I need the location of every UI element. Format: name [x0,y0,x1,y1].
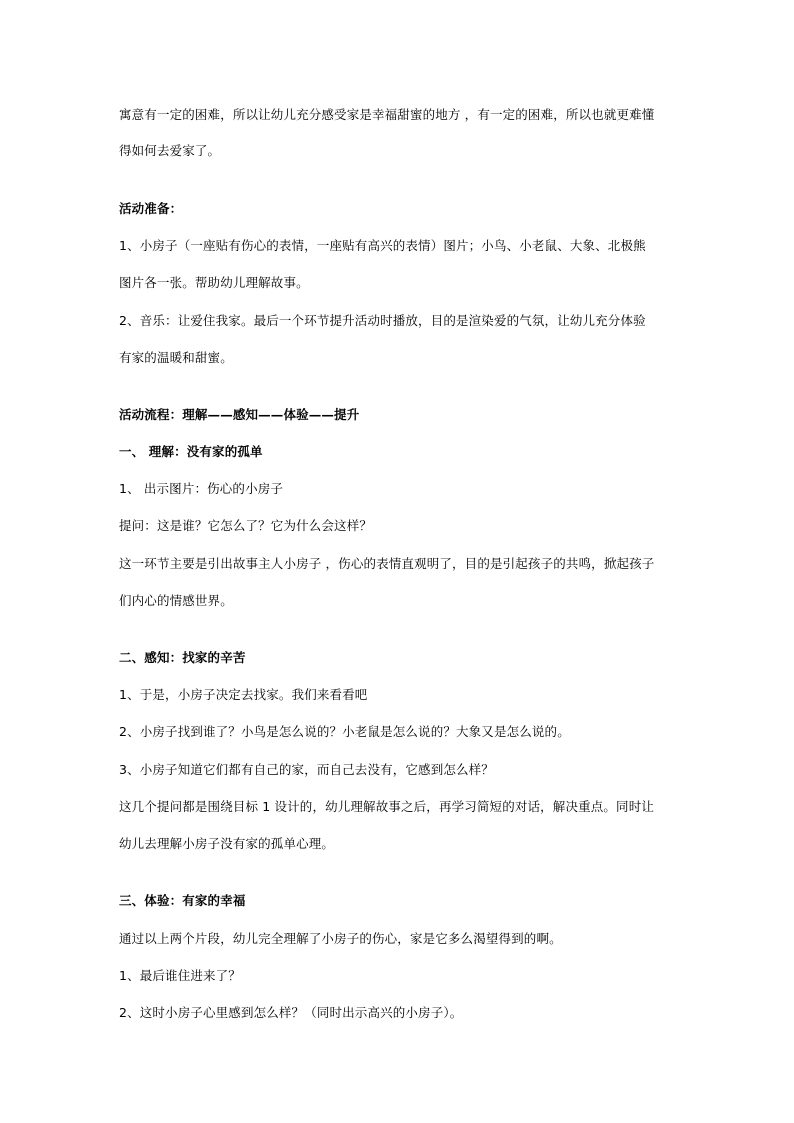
list-item: 3、小房子知道它们都有自己的家，而自己去没有，它感到怎么样？ [119,762,494,777]
subsection-heading-experience: 三、体验：有家的幸福 [119,893,246,908]
list-item: 1、小房子（一座贴有伤心的表情，一座贴有高兴的表情）图片；小鸟、小老鼠、大象、北极熊 [119,238,646,253]
section-heading-process: 活动流程：理解——感知——体验——提升 [119,407,360,422]
list-item: 2、这时小房子心里感到怎么样？（同时出示高兴的小房子）。 [119,1005,463,1020]
subsection-heading-perceive: 二、感知：找家的辛苦 [119,650,246,665]
list-item: 1、 出示图片：伤心的小房子 [119,481,284,496]
paragraph-line: 这一环节主要是引出故事主人小房子 ，伤心的表情直观明了，目的是引起孩子的共鸣，掀起孩子 [119,556,655,571]
list-item: 2、音乐：让爱住我家。最后一个环节提升活动时播放，目的是渲染爱的气氛，让幼儿充分体验 [119,313,646,328]
paragraph-line: 图片各一张。帮助幼儿理解故事。 [119,275,309,290]
paragraph-line: 寓意有一定的困难，所以让幼儿充分感受家是幸福甜蜜的地方 ，有一定的困难，所以也就更难懂 [119,107,655,122]
paragraph-line: 幼儿去理解小房子没有家的孤单心理。 [119,836,335,851]
list-item: 2、小房子找到谁了？小鸟是怎么说的？小老鼠是怎么说的？大象又是怎么说的。 [119,724,570,739]
paragraph-line: 们内心的情感世界。 [119,593,233,608]
paragraph-line: 通过以上两个片段，幼儿完全理解了小房子的伤心，家是它多么渴望得到的啊。 [119,931,562,946]
paragraph-line: 有家的温暖和甜蜜。 [119,350,233,365]
subsection-heading-understand: 一、 理解：没有家的孤单 [119,444,263,459]
section-heading-preparation: 活动准备： [119,201,183,216]
list-item: 1、最后谁住进来了？ [119,968,241,983]
paragraph-line: 提问：这是谁？它怎么了？它为什么会这样？ [119,518,373,533]
paragraph-line: 这几个提问都是围绕目标 1 设计的，幼儿理解故事之后，再学习简短的对话，解决重点。同时让 [119,799,655,814]
list-item: 1、于是，小房子决定去找家。我们来看看吧 [119,687,368,702]
paragraph-line: 得如何去爱家了。 [119,143,221,158]
